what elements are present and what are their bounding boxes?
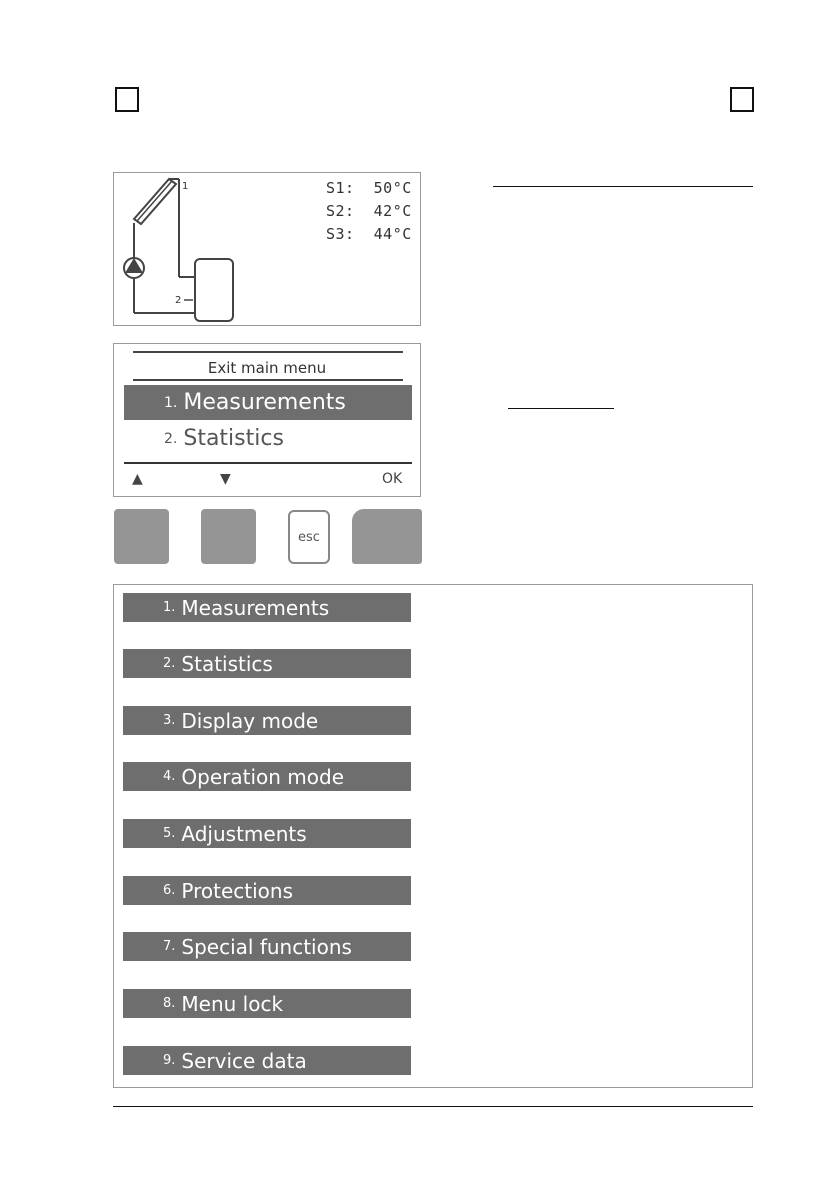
- panel-item-number: 2.: [163, 656, 176, 671]
- panel-item-number: 5.: [163, 826, 176, 841]
- panel-item-label: Adjustments: [181, 821, 307, 846]
- panel-item-special-functions: [123, 932, 411, 961]
- panel-item-label: Service data: [181, 1048, 307, 1073]
- panel-item-number: 6.: [163, 883, 176, 898]
- panel-item-label: Special functions: [181, 934, 352, 959]
- panel-item-label: Measurements: [181, 595, 330, 620]
- softkey-divider: [124, 462, 412, 464]
- panel-item-label: Operation mode: [181, 764, 345, 789]
- menu-divider: [133, 351, 403, 353]
- arrow-down-icon: ▼: [220, 471, 231, 487]
- menu-item-label: Statistics: [183, 426, 284, 451]
- panel-item-service-data: [123, 1046, 411, 1075]
- panel-item-label: Statistics: [181, 651, 273, 676]
- sensor-s1-reading: S1: 50°C: [326, 179, 412, 197]
- panel-item-number: 1.: [163, 600, 176, 615]
- panel-item-label: Menu lock: [181, 991, 284, 1016]
- sensor-s2-reading: S2: 42°C: [326, 202, 412, 220]
- menu-item-number: 2.: [164, 430, 178, 447]
- tank-icon: [195, 259, 233, 321]
- down-button[interactable]: [201, 509, 256, 564]
- ok-softkey-label: OK: [382, 471, 403, 487]
- panel-item-operation-mode: [123, 762, 411, 791]
- menu-item-statistics[interactable]: [124, 421, 412, 456]
- exit-main-menu-item[interactable]: Exit main menu: [207, 359, 327, 377]
- esc-button[interactable]: [288, 510, 330, 564]
- blank-line-middle: [508, 408, 614, 409]
- panel-item-number: 3.: [163, 713, 176, 728]
- blank-line-top: [493, 186, 753, 187]
- corner-marker-right: [730, 87, 754, 112]
- menu-item-number: 1.: [164, 394, 178, 411]
- panel-item-adjustments: [123, 819, 411, 848]
- ok-button[interactable]: [352, 509, 422, 564]
- up-button[interactable]: [114, 509, 169, 564]
- panel-item-number: 9.: [163, 1053, 176, 1068]
- collector-sensor-label: 1: [182, 181, 189, 192]
- panel-item-measurements: [123, 593, 411, 622]
- panel-item-label: Display mode: [181, 708, 319, 733]
- overview-display: [113, 172, 421, 326]
- panel-item-number: 8.: [163, 996, 176, 1011]
- menu-overview-panel: [113, 584, 753, 1088]
- esc-button-label: esc: [298, 529, 320, 545]
- sensor-s3-reading: S3: 44°C: [326, 225, 412, 243]
- panel-item-label: Protections: [181, 878, 294, 903]
- panel-item-protections: [123, 876, 411, 905]
- panel-item-menu-lock: [123, 989, 411, 1018]
- footer-rule: [113, 1106, 753, 1107]
- menu-item-label: Measurements: [183, 390, 346, 415]
- menu-divider: [133, 379, 403, 381]
- panel-item-number: 7.: [163, 939, 176, 954]
- panel-item-display-mode: [123, 706, 411, 735]
- panel-item-statistics: [123, 649, 411, 678]
- tank-sensor-label: 2: [175, 295, 182, 306]
- arrow-up-icon: ▲: [132, 471, 143, 487]
- main-menu-display: [113, 343, 421, 497]
- menu-item-measurements[interactable]: [124, 385, 412, 420]
- pump-icon: [124, 258, 144, 278]
- panel-item-number: 4.: [163, 769, 176, 784]
- corner-marker-left: [115, 87, 139, 112]
